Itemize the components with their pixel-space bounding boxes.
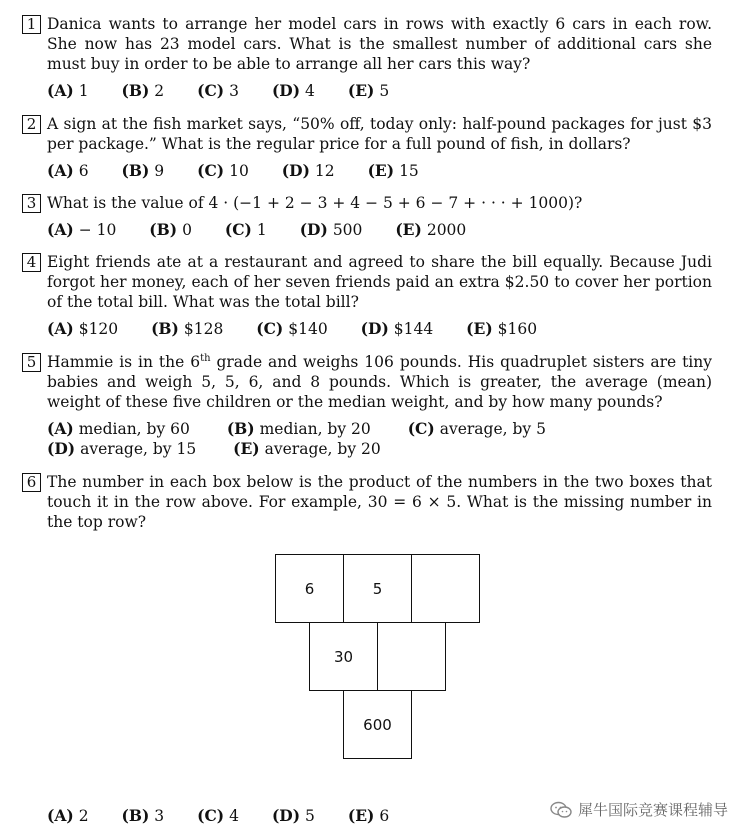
choice-e: (E) 5	[347, 81, 390, 100]
choice-d: (D) 5	[271, 806, 315, 825]
problem-5	[22, 352, 712, 459]
problem-3	[22, 193, 712, 240]
choice-b: (B) 2	[121, 81, 165, 100]
choice-c: (C) 3	[197, 81, 239, 100]
choice-e: (E) $160	[466, 319, 538, 338]
choice-c: (C) $140	[256, 319, 328, 338]
box-middle-2	[377, 622, 446, 691]
problem-number: 5	[22, 353, 41, 372]
problem-number: 4	[22, 253, 41, 272]
choice-b: (B) 3	[121, 806, 165, 825]
answer-choices	[47, 81, 712, 101]
choice-a: (A) $120	[47, 319, 119, 338]
choice-d: (D) average, by 15	[47, 439, 197, 458]
choice-e: (E) 6	[347, 806, 390, 825]
choice-b: (B) median, by 20	[226, 419, 371, 438]
box-top-2: 5	[343, 554, 412, 623]
wechat-icon	[550, 801, 572, 819]
choice-e: (E) 15	[367, 161, 419, 180]
problem-text: Danica wants to arrange her model cars in rows with exactly 6 cars in each row. She now has 23 model cars. What is the smallest number of additional cars she must buy in order to be able to arrange all her cars this way?	[47, 15, 712, 73]
choice-d: (D) $144	[360, 319, 434, 338]
choice-a: (A) 6	[47, 161, 89, 180]
choice-b: (B) 9	[121, 161, 165, 180]
answer-choices	[47, 161, 712, 181]
choice-c: (C) 1	[224, 220, 267, 239]
box-bottom-1: 600	[343, 690, 412, 759]
choice-a: (A) median, by 60	[47, 419, 190, 438]
problem-number: 1	[22, 15, 41, 34]
problem-text: The number in each box below is the product of the numbers in the two boxes that touch it in the row above. For example, 30 = 6 × 5. What is the missing number in the top row?	[47, 473, 712, 531]
box-middle-1: 30	[309, 622, 378, 691]
problem-4	[22, 252, 712, 339]
choice-c: (C) average, by 5	[407, 419, 546, 438]
answer-choices	[47, 319, 712, 339]
problem-number: 6	[22, 473, 41, 492]
choice-a: (A) 2	[47, 806, 89, 825]
choice-b: (B) 0	[149, 220, 192, 239]
problem-6	[22, 472, 712, 532]
watermark-text: 犀牛国际竞赛课程辅导	[577, 801, 728, 819]
answer-choices	[47, 806, 417, 825]
problem-text: Hammie is in the 6th grade and weighs 106 pounds. His quadruplet sisters are tiny babies and weigh 5, 5, 6, and 8 pounds. Which is greater, the average (mean) weight of these five children or the median weight, and by how many pounds?	[47, 352, 712, 411]
choice-e: (E) 2000	[395, 220, 467, 239]
box-top-1: 6	[275, 554, 344, 623]
choice-d: (D) 500	[299, 220, 363, 239]
choice-c: (C) 10	[197, 161, 249, 180]
choice-a: (A) 1	[47, 81, 89, 100]
problem-text: A sign at the fish market says, “50% off, today only: half-pound packages for just $3 per package.” What is the regular price for a full pound of fish, in dollars?	[47, 115, 712, 153]
choice-d: (D) 4	[271, 81, 315, 100]
choice-d: (D) 12	[281, 161, 335, 180]
problem-text: Eight friends ate at a restaurant and agreed to share the bill equally. Because Judi forgot her money, each of her seven friends paid an extra $2.50 to cover her portion of the total bill. What was the total bill?	[47, 253, 712, 311]
box-top-3	[411, 554, 480, 623]
problem-1	[22, 14, 712, 101]
choice-a: (A) − 10	[47, 220, 117, 239]
answer-choices	[47, 419, 712, 459]
choice-b: (B) $128	[151, 319, 224, 338]
problem-number: 3	[22, 194, 41, 213]
choice-e: (E) average, by 20	[233, 439, 381, 458]
watermark	[550, 799, 728, 820]
answer-choices	[47, 220, 712, 240]
choice-c: (C) 4	[197, 806, 239, 825]
problem-number: 2	[22, 115, 41, 134]
problem-text: What is the value of 4 · (−1 + 2 − 3 + 4 − 5 + 6 − 7 + · · · + 1000)?	[47, 194, 583, 212]
problem-2	[22, 114, 712, 181]
